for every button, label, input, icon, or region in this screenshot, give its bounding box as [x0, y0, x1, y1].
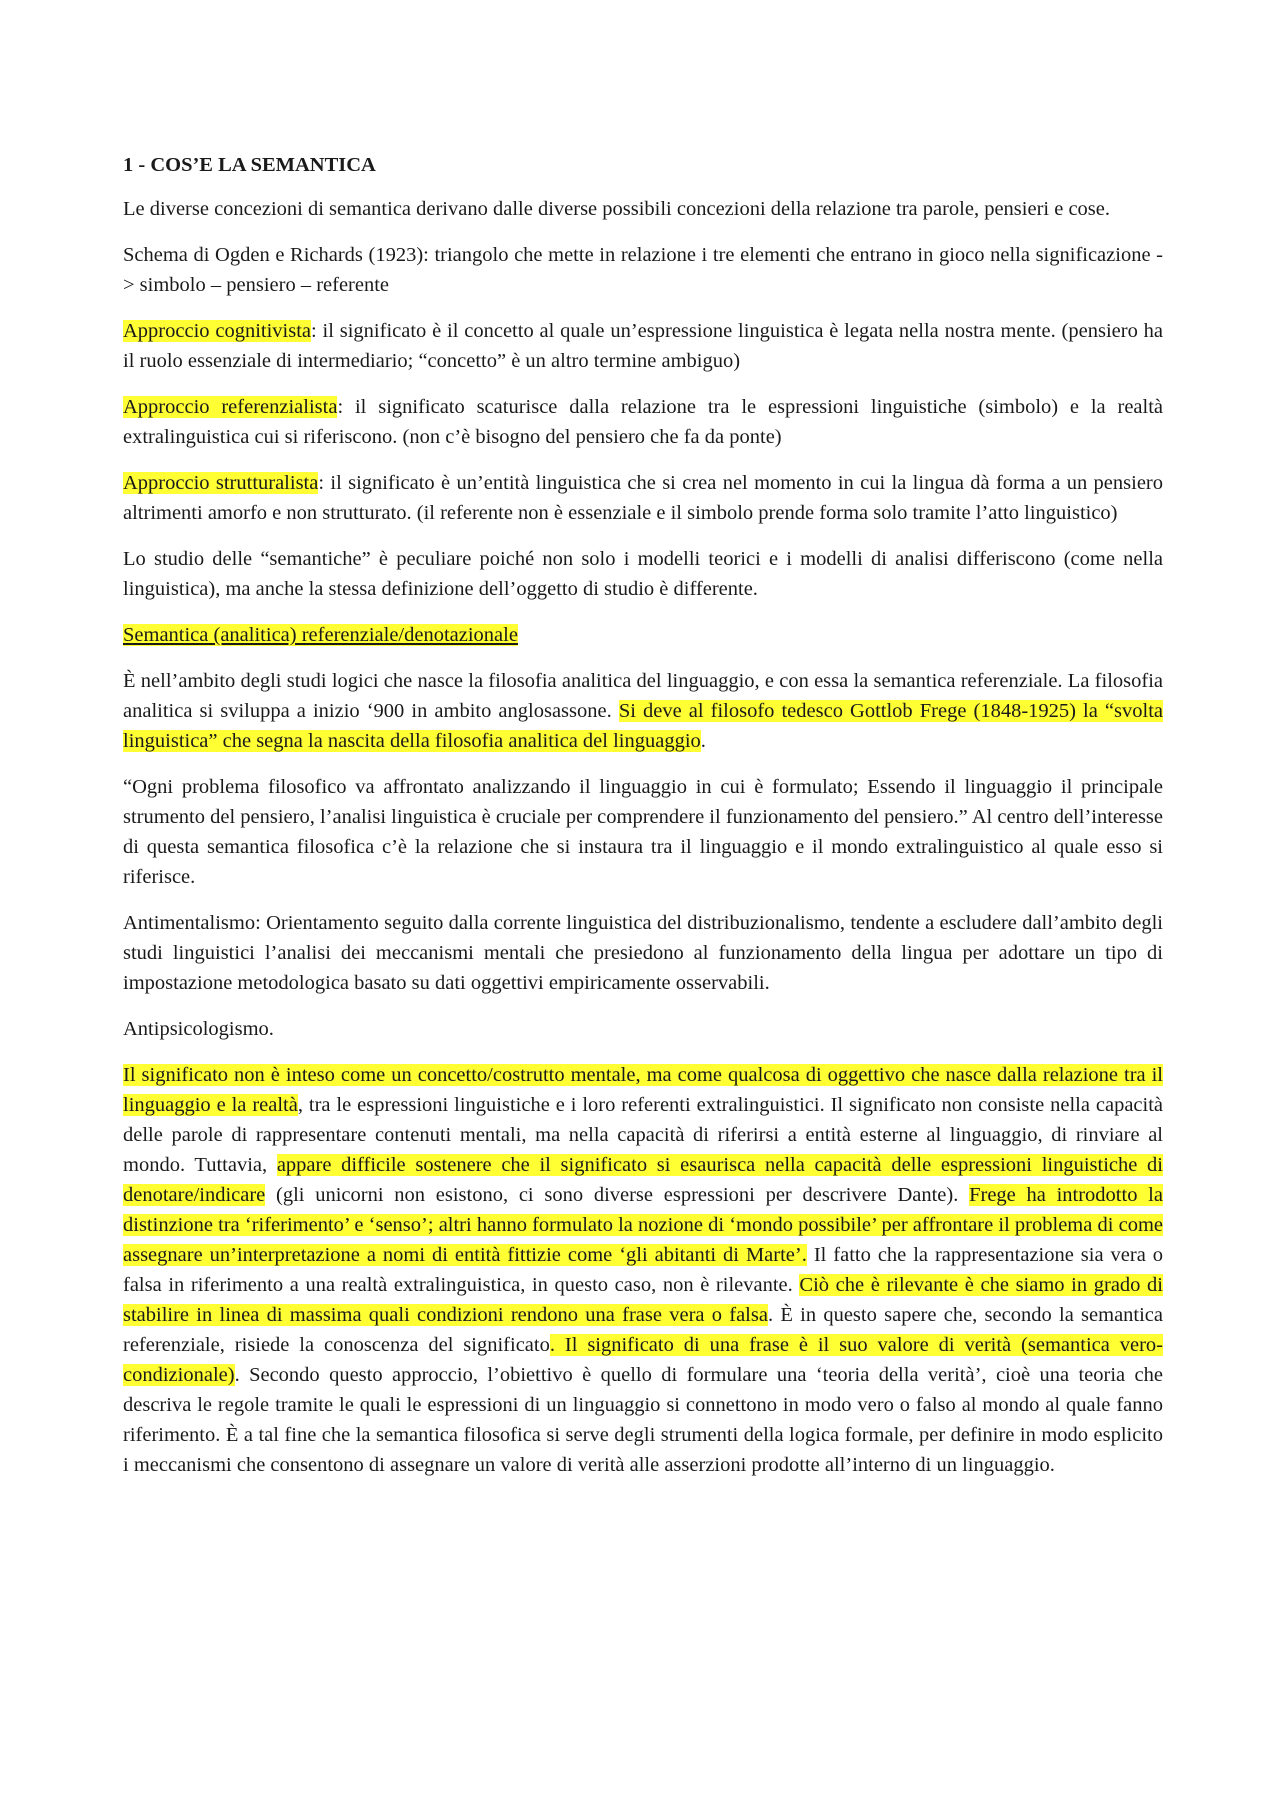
paragraph-ogden-richards: Schema di Ogden e Richards (1923): triangolo che mette in relazione i tre elementi che entrano in gioco nella significazione -> simbolo – pensiero – referente — [123, 244, 1163, 296]
document-page — [123, 150, 1163, 1496]
highlight-referenzialista: Approccio referenzialista — [123, 396, 338, 418]
paragraph-intro: Le diverse concezioni di semantica derivano dalle diverse possibili concezioni della relazione tra parole, pensieri e cose. — [123, 198, 1111, 220]
text-strutturalista: : il significato è un’entità linguistica che si crea nel momento in cui la lingua dà forma a un pensiero altrimenti amorfo e non strutturato. (il referente non è essenziale e il simbolo prende forma solo tramite l’atto linguistico) — [123, 472, 1163, 524]
highlight-cognitivista: Approccio cognitivista — [123, 320, 312, 342]
paragraph-antipsicologismo: Antipsicologismo. — [123, 1018, 274, 1040]
highlight-strutturalista: Approccio strutturalista — [123, 472, 319, 494]
paragraph-antimentalismo: Antimentalismo: Orientamento seguito dalla corrente linguistica del distribuzionalismo, tendente a escludere dall’ambito degli studi linguistici l’analisi dei meccanismi mentali che presiedono al funzionamento della lingua per adottare un tipo di impostazione metodologica basato su dati oggettivi empiricamente osservabili. — [123, 912, 1163, 994]
text-significato-1: , tra le espressioni linguistiche e i loro referenti extralinguistici. Il significato non consiste nella capacità delle parole di rappresentare contenuti mentali, ma nella capacità di riferirsi a entità esterne al linguaggio, di rinviare al mondo. Tuttavia, — [123, 1094, 1164, 1176]
text-filosofia-a: È nell’ambito degli studi logici che nasce la filosofia analitica del linguaggio, e con essa la semantica referenziale. La filosofia analitica si sviluppa a inizio ‘900 in ambito anglosassone. — [123, 670, 1163, 722]
text-filosofia-b: . — [700, 730, 706, 752]
highlight-significato-4: Ciò che è rilevante è che siamo in grado di stabilire in linea di massima quali condizioni rendono una frase vera o falsa — [123, 1274, 1163, 1326]
text-cognitivista: : il significato è il concetto al quale un’espressione linguistica è legata nella nostra mente. (pensiero ha il ruolo essenziale di intermediario; “concetto” è un altro termine ambiguo) — [123, 320, 1164, 372]
paragraph-referenzialista — [123, 392, 1163, 452]
text-significato-4: . È in questo sapere che, secondo la semantica referenziale, risiede la conoscenza del significato — [123, 1304, 1164, 1356]
highlight-significato-1: Il significato non è inteso come un concetto/costrutto mentale, ma come qualcosa di oggettivo che nasce dalla relazione tra il linguaggio e la realtà — [123, 1064, 1163, 1116]
paragraph-quote: “Ogni problema filosofico va affrontato analizzando il linguaggio in cui è formulato; Essendo il linguaggio il principale strumento del pensiero, l’analisi linguistica è cruciale per comprendere il funzionamento del pensiero.” Al centro dell’interesse di questa semantica filosofica c’è la relazione che si instaura tra il linguaggio e il mondo extralinguistico al quale esso si riferisce. — [123, 776, 1163, 888]
paragraph-cognitivista — [123, 316, 1163, 376]
paragraph-semantiche: Lo studio delle “semantiche” è peculiare poiché non solo i modelli teorici e i modelli di analisi differiscono (come nella linguistica), ma anche la stessa definizione dell’oggetto di studio è differente. — [123, 548, 1163, 600]
highlight-frege: Si deve al filosofo tedesco Gottlob Frege (1848-1925) la “svolta linguistica” che segna la nascita della filosofia analitica del linguaggio — [123, 700, 1163, 752]
text-significato-5: . Secondo questo approccio, l’obiettivo è quello di formulare una ‘teoria della verità’, cioè una teoria che descriva le regole tramite le quali le espressioni di un linguaggio si connettono in modo vero o falso al mondo al quale fanno riferimento. È a tal fine che la semantica filosofica si serve degli strumenti della logica formale, per definire in modo esplicito i meccanismi che consentono di assegnare un valore di verità alle asserzioni prodotte all’interno di un linguaggio. — [123, 1364, 1163, 1476]
text-referenzialista: : il significato scaturisce dalla relazione tra le espressioni linguistiche (simbolo) e la realtà extralinguistica cui si riferiscono. (non c’è bisogno del pensiero che fa da ponte) — [123, 396, 1164, 448]
subheading-text: Semantica (analitica) referenziale/denotazionale — [123, 624, 518, 646]
paragraph-filosofia-analitica — [123, 666, 1163, 756]
section-title: 1 - COS’E LA SEMANTICA — [123, 154, 376, 176]
text-significato-2: (gli unicorni non esistono, ci sono diverse espressioni per descrivere Dante). — [265, 1184, 970, 1206]
subheading-semantica-referenziale — [123, 620, 1163, 650]
highlight-significato-3: Frege ha introdotto la distinzione tra ‘riferimento’ e ‘senso’; altri hanno formulato la nozione di ‘mondo possibile’ per affrontare il problema di come assegnare un’interpretazione a nomi di entità fittizie come ‘gli abitanti di Marte’. — [123, 1184, 1163, 1266]
text-significato-3: Il fatto che la rappresentazione sia vera o falsa in riferimento a una realtà extralinguistica, in questo caso, non è rilevante. — [123, 1244, 1163, 1296]
paragraph-significato — [123, 1060, 1163, 1480]
highlight-significato-2: appare difficile sostenere che il significato si esaurisca nella capacità delle espressioni linguistiche di denotare/indicare — [123, 1154, 1163, 1206]
paragraph-strutturalista — [123, 468, 1163, 528]
highlight-significato-5: . Il significato di una frase è il suo valore di verità (semantica vero-condizionale) — [123, 1334, 1163, 1386]
